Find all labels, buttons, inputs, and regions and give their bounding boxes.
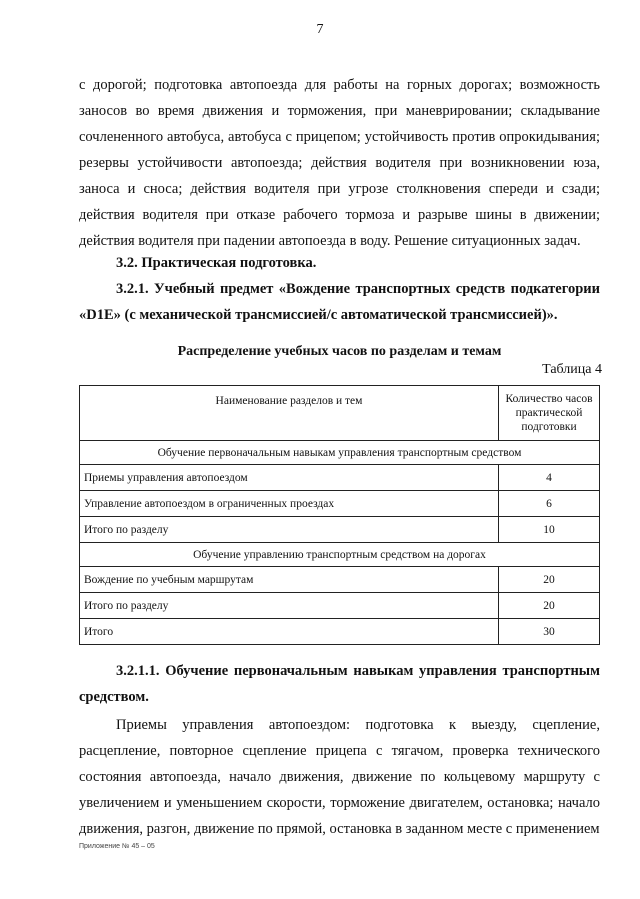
table-row: [80, 491, 600, 517]
heading-practical-training: 3.2. Практическая подготовка.: [116, 255, 317, 271]
table-row: [80, 593, 600, 619]
row-name: Итого: [80, 619, 499, 645]
footer-note: Приложение № 45 – 05: [79, 843, 155, 850]
table-row: [80, 517, 600, 543]
table-row: [80, 465, 600, 491]
row-value: 6: [499, 491, 600, 517]
section-title: Обучение первоначальным навыкам управления транспортным средством: [80, 441, 600, 465]
header-name-cell: Наименование разделов и тем: [80, 386, 499, 441]
row-name: Управление автопоездом в ограниченных проездах: [80, 491, 499, 517]
paragraph-text: Приемы управления автопоездом: подготовка к выезду, сцепление, расцепление, повторное сцепление прицепа с тягачом, проверка технического состояния автопоезда, начало движения, движение по кольцевому маршруту с увеличением и уменьшением скорости, торможение двигателем, остановка; начало движения, разгон, движение по прямой, остановка в заданном месте с применением: [79, 717, 600, 837]
hours-table: [79, 385, 600, 645]
row-name: Вождение по учебным маршрутам: [80, 567, 499, 593]
row-name: Итого по разделу: [80, 593, 499, 619]
row-value: 10: [499, 517, 600, 543]
page-number: 7: [316, 22, 324, 37]
row-value: 20: [499, 567, 600, 593]
table-title: Распределение учебных часов по разделам и темам: [177, 344, 502, 359]
row-value: 20: [499, 593, 600, 619]
section-title: Обучение управлению транспортным средством на дорогах: [80, 543, 600, 567]
paragraph-control-techniques: [79, 712, 600, 842]
table-header-row: [80, 386, 600, 441]
row-value: 30: [499, 619, 600, 645]
section-row: [80, 441, 600, 465]
paragraph-text: с дорогой; подготовка автопоезда для работы на горных дорогах; возможность заносов во время движения и торможения, при маневрировании; складывание сочлененного автобуса, автобуса с прицепом; устойчивость против опрокидывания; резервы устойчивости автопоезда; действия водителя при возникновении юза, заноса и сноса; действия водителя при угрозе столкновения спереди и сзади; действия водителя при отказе рабочего тормоза и разрыве шины в движении; действия водителя при падении автопоезда в воду. Решение ситуационных задач.: [79, 77, 600, 249]
row-value: 4: [499, 465, 600, 491]
header-hours-cell: Количество часов практической подготовки: [499, 386, 600, 441]
paragraph-driving-actions: [79, 72, 600, 254]
row-name: Приемы управления автопоездом: [80, 465, 499, 491]
row-name: Итого по разделу: [80, 517, 499, 543]
section-row: [80, 543, 600, 567]
table-row: [80, 619, 600, 645]
heading-initial-skills: 3.2.1.1. Обучение первоначальным навыкам управления транспортным средством.: [79, 663, 600, 705]
table-label: Таблица 4: [542, 362, 602, 377]
heading-subject-driving: 3.2.1. Учебный предмет «Вождение транспортных средств подкатегории «D1E» (с механической трансмиссией/с автоматической трансмиссией)».: [79, 281, 600, 323]
table-row: [80, 567, 600, 593]
